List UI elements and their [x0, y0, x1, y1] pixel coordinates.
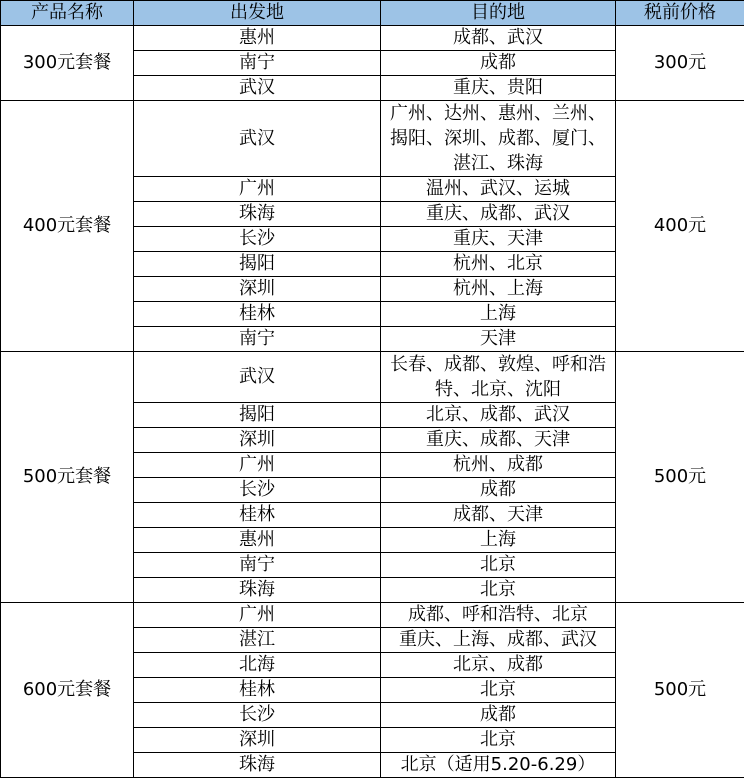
destination-cell: 广州、达州、惠州、兰州、揭阳、深圳、成都、厦门、湛江、珠海 [381, 101, 616, 177]
origin-cell: 珠海 [134, 753, 381, 778]
package-name-cell: 300元套餐 [1, 26, 134, 101]
destination-cell: 重庆、上海、成都、武汉 [381, 628, 616, 653]
origin-cell: 湛江 [134, 628, 381, 653]
destination-cell: 成都、呼和浩特、北京 [381, 603, 616, 628]
origin-cell: 揭阳 [134, 403, 381, 428]
package-name-cell: 400元套餐 [1, 101, 134, 352]
table-row [1, 26, 744, 51]
package-price-cell: 500元 [616, 603, 744, 778]
destination-cell: 上海 [381, 302, 616, 327]
destination-cell: 杭州、成都 [381, 453, 616, 478]
destination-cell: 杭州、上海 [381, 277, 616, 302]
package-price-cell: 300元 [616, 26, 744, 101]
destination-cell: 北京、成都、武汉 [381, 403, 616, 428]
header-price: 税前价格 [616, 1, 744, 26]
table-row [1, 603, 744, 628]
origin-cell: 深圳 [134, 428, 381, 453]
origin-cell: 广州 [134, 453, 381, 478]
destination-cell: 天津 [381, 327, 616, 352]
destination-cell: 重庆、成都、天津 [381, 428, 616, 453]
destination-cell: 成都、武汉 [381, 26, 616, 51]
origin-cell: 深圳 [134, 728, 381, 753]
destination-cell: 北京（适用5.20-6.29） [381, 753, 616, 778]
origin-cell: 惠州 [134, 26, 381, 51]
header-destination: 目的地 [381, 1, 616, 26]
table-row [1, 352, 744, 403]
destination-cell: 成都 [381, 703, 616, 728]
origin-cell: 珠海 [134, 202, 381, 227]
destination-cell: 上海 [381, 528, 616, 553]
destination-cell: 重庆、天津 [381, 227, 616, 252]
destination-cell: 北京 [381, 678, 616, 703]
package-name-cell: 600元套餐 [1, 603, 134, 778]
origin-cell: 桂林 [134, 678, 381, 703]
origin-cell: 长沙 [134, 227, 381, 252]
origin-cell: 南宁 [134, 553, 381, 578]
destination-cell: 长春、成都、敦煌、呼和浩特、北京、沈阳 [381, 352, 616, 403]
destination-cell: 北京 [381, 728, 616, 753]
destination-cell: 北京 [381, 578, 616, 603]
origin-cell: 长沙 [134, 703, 381, 728]
package-name-cell: 500元套餐 [1, 352, 134, 603]
origin-cell: 北海 [134, 653, 381, 678]
destination-cell: 成都、天津 [381, 503, 616, 528]
destination-cell: 温州、武汉、运城 [381, 177, 616, 202]
header-row [1, 1, 744, 26]
origin-cell: 长沙 [134, 478, 381, 503]
table-body [1, 26, 744, 778]
origin-cell: 珠海 [134, 578, 381, 603]
destination-cell: 杭州、北京 [381, 252, 616, 277]
origin-cell: 南宁 [134, 51, 381, 76]
destination-cell: 重庆、成都、武汉 [381, 202, 616, 227]
origin-cell: 南宁 [134, 327, 381, 352]
package-price-cell: 500元 [616, 352, 744, 603]
origin-cell: 揭阳 [134, 252, 381, 277]
table-row [1, 101, 744, 177]
destination-cell: 北京 [381, 553, 616, 578]
origin-cell: 惠州 [134, 528, 381, 553]
destination-cell: 成都 [381, 478, 616, 503]
origin-cell: 桂林 [134, 503, 381, 528]
header-product: 产品名称 [1, 1, 134, 26]
package-price-cell: 400元 [616, 101, 744, 352]
origin-cell: 桂林 [134, 302, 381, 327]
header-origin: 出发地 [134, 1, 381, 26]
origin-cell: 深圳 [134, 277, 381, 302]
origin-cell: 武汉 [134, 76, 381, 101]
origin-cell: 武汉 [134, 352, 381, 403]
destination-cell: 北京、成都 [381, 653, 616, 678]
destination-cell: 成都 [381, 51, 616, 76]
origin-cell: 广州 [134, 603, 381, 628]
origin-cell: 广州 [134, 177, 381, 202]
destination-cell: 重庆、贵阳 [381, 76, 616, 101]
origin-cell: 武汉 [134, 101, 381, 177]
